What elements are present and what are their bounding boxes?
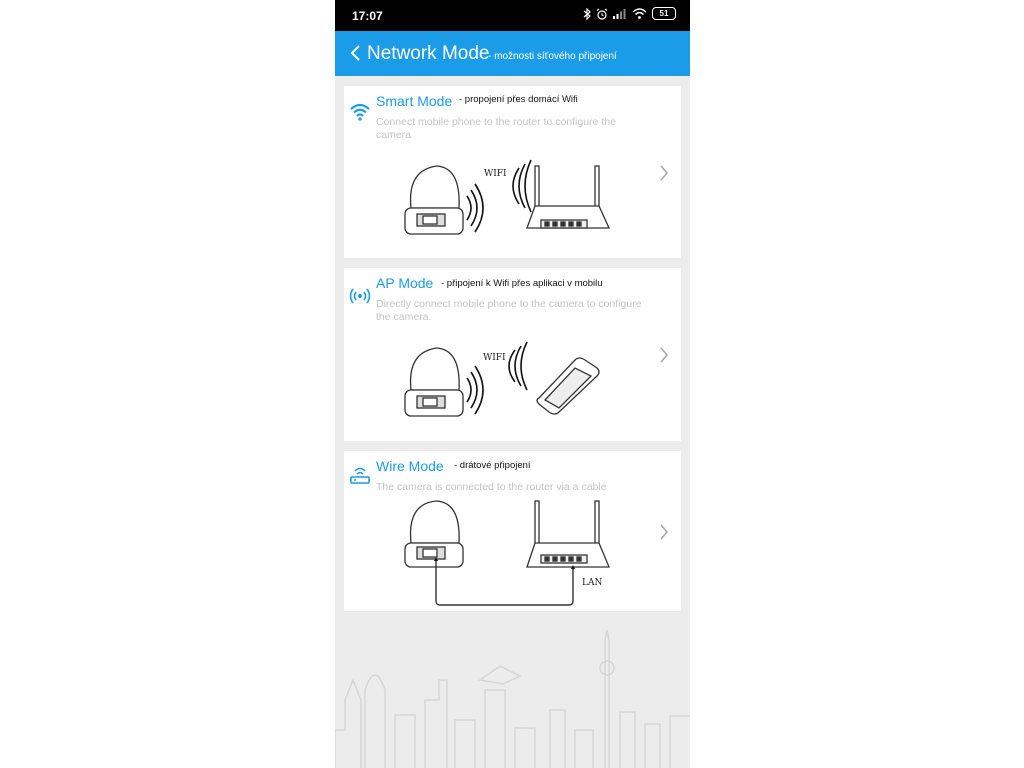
lan-label: LAN — [582, 578, 603, 588]
wire-mode-illustration — [399, 497, 679, 609]
ap-mode-note: - připojení k Wifi přes aplikaci v mobilu — [441, 278, 603, 289]
status-icons — [583, 7, 676, 20]
broadcast-icon — [349, 286, 371, 306]
page-title: Network Mode — [367, 43, 490, 64]
bluetooth-icon — [583, 8, 591, 20]
ap-mode-wifi-label: WIFI — [483, 353, 506, 363]
signal-icon — [613, 8, 627, 19]
ap-mode-illustration — [399, 338, 679, 438]
smart-mode-wifi-label: WIFI — [484, 169, 507, 179]
page-subtitle: - možnosti síťového připojení — [488, 51, 617, 62]
battery-icon: 51 — [652, 7, 676, 20]
smartphone-image — [537, 358, 599, 414]
wire-mode-title: Wire Mode — [376, 458, 444, 474]
chevron-right-icon[interactable] — [659, 164, 669, 182]
camera-image — [405, 166, 463, 234]
smart-mode-illustration — [399, 156, 679, 256]
ap-mode-card[interactable] — [344, 268, 681, 441]
ap-mode-description: Directly connect mobile phone to the camera to configure the camera. — [376, 298, 642, 323]
back-arrow-icon[interactable] — [349, 44, 363, 62]
status-time: 17:07 — [352, 9, 383, 23]
wire-mode-card[interactable] — [344, 451, 681, 611]
wifi-icon — [349, 102, 371, 122]
wire-mode-description: The camera is connected to the router via a cable — [376, 481, 607, 493]
ap-mode-title: AP Mode — [376, 275, 434, 291]
status-bar — [335, 0, 690, 31]
router-image — [527, 166, 609, 228]
router-icon — [349, 465, 371, 485]
city-skyline-image — [335, 620, 690, 768]
chevron-right-icon[interactable] — [659, 523, 669, 541]
alarm-icon — [596, 8, 608, 20]
router-image — [527, 501, 609, 567]
camera-image — [405, 348, 463, 416]
chevron-right-icon[interactable] — [659, 346, 669, 364]
smart-mode-description: Connect mobile phone to the router to configure the camera — [376, 116, 616, 141]
smart-mode-card[interactable] — [344, 86, 681, 258]
smart-mode-note: - propojení přes domácí Wifi — [459, 94, 578, 105]
wifi-status-icon — [632, 8, 647, 19]
phone-screen — [335, 0, 690, 768]
wire-mode-note: - drátové připojení — [454, 460, 531, 471]
app-bar — [335, 31, 690, 76]
smart-mode-title: Smart Mode — [376, 93, 453, 109]
camera-image — [405, 501, 463, 567]
